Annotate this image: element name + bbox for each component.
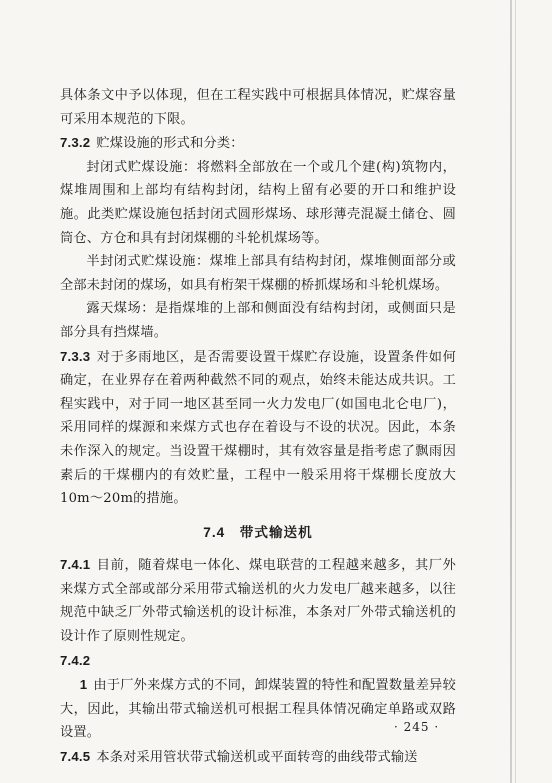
clause-text: 贮煤设施的形式和分类：: [96, 136, 244, 152]
item-number: 1: [79, 677, 88, 693]
book-spine-edge: [510, 0, 512, 783]
clause-text: 对于多雨地区，是否需要设置干煤贮存设施，设置条件如何确定，在业界存在着两种截然不同的观点，始终未能达成共识。工程实践中，对于同一地区甚至同一火力发电厂(如国电北仑电厂)，采用同样的煤源和来煤方式也存在着设与不设的状况。因此，本条未作深入的规定。当设置干煤棚时，其有效容量是指考虑了飘雨因素后的干煤棚内的有效贮量，工程中一般采用将干煤棚长度放大10m～20m的措施。: [60, 349, 456, 507]
clause-7-3-2: [60, 131, 456, 156]
paragraph-continuation: 具体条文中予以体现，但在工程实践中可根据具体情况，贮煤容量可采用本规范的下限。: [60, 88, 456, 127]
page-body: [60, 84, 456, 770]
clause-number: 7.4.1: [60, 557, 91, 573]
book-spine-shadow: [515, 0, 516, 783]
item-text: 由于厂外来煤方式的不同，卸煤装置的特性和配置数量差异较大，因此，其输出带式输送机可根据工程具体情况确定单路或双路设置。: [60, 678, 456, 741]
paragraph-semi-closed-storage: 半封闭式贮煤设施：煤堆上部具有结构封闭，煤堆侧面部分或全部未封闭的煤场，如具有桁架干煤棚的桥抓煤场和斗轮机煤场。: [60, 254, 456, 293]
clause-7-4-5: [60, 745, 456, 770]
section-heading: 7.4 带式输送机: [203, 524, 313, 540]
clause-7-3-3: [60, 345, 456, 511]
clause-number: 7.3.2: [60, 135, 91, 151]
clause-number: 7.4.5: [60, 749, 91, 765]
clause-number: 7.4.2: [60, 652, 91, 668]
paragraph-closed-storage: 封闭式贮煤设施：将燃料全部放在一个或几个建(构)筑物内，煤堆周围和上部均有结构封闭，结构上留有必要的开口和维护设施。此类贮煤设施包括封闭式圆形煤场、球形薄壳混凝土储仓、圆筒仓、方仓和具有封闭煤棚的斗轮机煤场等。: [60, 159, 456, 246]
clause-7-4-2-item-1: [60, 673, 456, 745]
clause-7-4-1: [60, 553, 456, 648]
paragraph-open-yard: 露天煤场：是指煤堆的上部和侧面没有结构封闭，或侧面只是部分具有挡煤墙。: [60, 301, 456, 340]
clause-text: 目前，随着煤电一体化、煤电联营的工程越来越多，其厂外来煤方式全部或部分采用带式输送机的火力发电厂越来越多，以往规范中缺乏厂外带式输送机的设计标准，本条对厂外带式输送机的设计作了原则性规定。: [60, 558, 456, 645]
clause-7-4-2: [60, 649, 456, 674]
page-number: · 245 ·: [394, 720, 440, 734]
clause-number: 7.3.3: [60, 348, 91, 364]
clause-text: 本条对采用管状带式输送机或平面转弯的曲线带式输送: [96, 750, 418, 766]
